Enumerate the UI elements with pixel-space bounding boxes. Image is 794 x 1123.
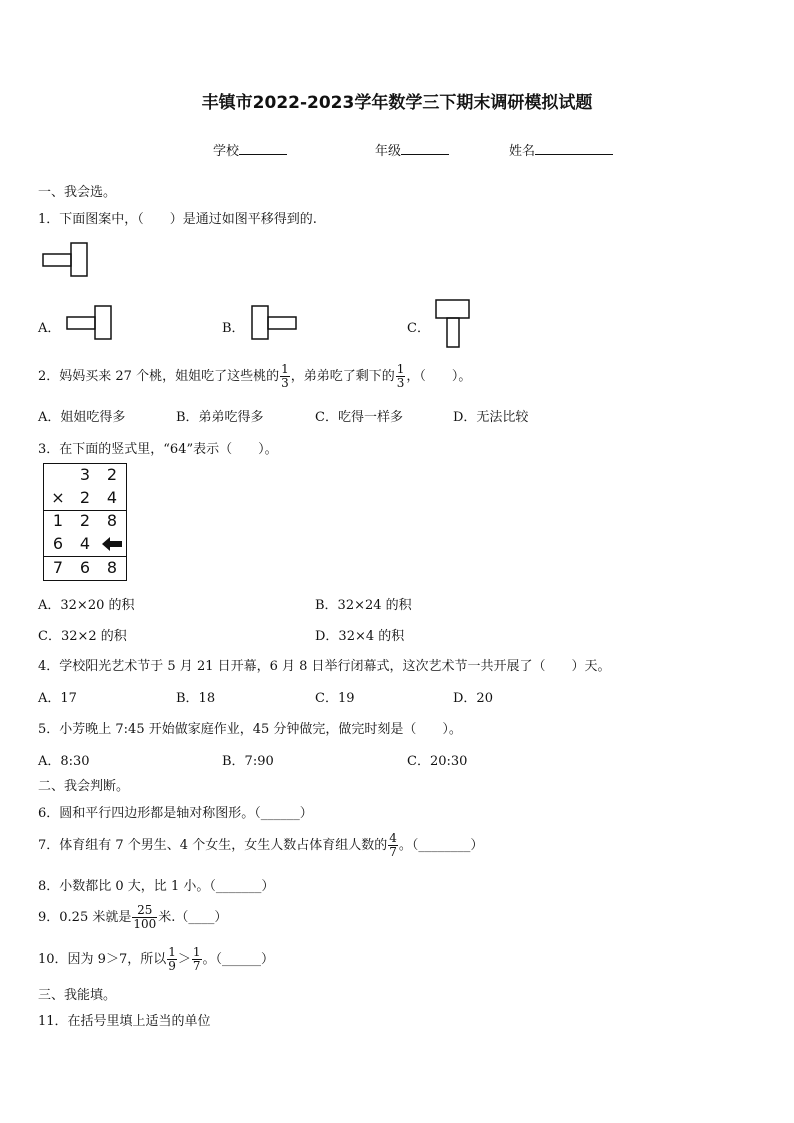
vrow-3: 1 2 8 — [52, 511, 118, 530]
q3-option-b[interactable]: B．32×24 的积 — [315, 598, 412, 613]
name-field — [509, 140, 613, 159]
q2-fraction-2: $\frac{1}{3}$ — [396, 362, 405, 390]
q2-part1: 2．妈妈买来 27 个桃，姐姐吃了这些桃的 — [38, 369, 280, 384]
school-field — [213, 140, 287, 159]
q10-greater-sign: ＞ — [177, 952, 191, 967]
question-3-text: 3．在下面的竖式里，“64”表示（ ）。 — [38, 442, 278, 457]
vertical-multiplication — [43, 463, 127, 581]
q9-fraction: $\frac{25}{100}$ — [133, 903, 157, 931]
question-1-text: 1．下面图案中，（ ）是通过如图平移得到的. — [38, 212, 317, 227]
section-heading-3: 三、我能填。 — [38, 988, 117, 1003]
q5-option-a[interactable]: A．8:30 — [38, 754, 90, 769]
q3-option-a[interactable]: A．32×20 的积 — [38, 598, 135, 613]
section-heading-1: 一、我会选。 — [38, 185, 117, 200]
q1-option-b-label[interactable]: B． — [222, 321, 245, 336]
question-9-text[interactable] — [38, 898, 227, 938]
q2-option-a[interactable]: A．姐姐吃得多 — [38, 410, 126, 425]
q4-option-c[interactable]: C．19 — [315, 691, 355, 706]
q1-option-c-shape[interactable] — [433, 298, 473, 350]
left-arrow-icon — [102, 537, 124, 551]
grade-label: 年级 — [375, 144, 402, 159]
q4-option-b[interactable]: B．18 — [176, 691, 216, 706]
q7-part2: 。（________） — [398, 838, 484, 853]
question-4-text: 4．学校阳光艺术节于 5 月 21 日开幕，6 月 8 日举行闭幕式，这次艺术节一共开展了（ ）天。 — [38, 659, 611, 674]
q10-part1: 10．因为 9＞7，所以 — [38, 952, 167, 967]
q10-part2: 。（______） — [202, 952, 275, 967]
question-8-text[interactable]: 8．小数都比 0 大，比 1 小。（_______） — [38, 879, 275, 894]
q2-part2: ，弟弟吃了剩下的 — [290, 369, 395, 384]
school-label: 学校 — [213, 144, 240, 159]
q5-option-c[interactable]: C．20:30 — [407, 754, 468, 769]
q1-option-c-label[interactable]: C． — [407, 321, 430, 336]
grade-blank[interactable] — [401, 142, 449, 155]
q3-option-c[interactable]: C．32×2 的积 — [38, 629, 127, 644]
question-5-text: 5．小芳晚上 7:45 开始做家庭作业，45 分钟做完，做完时刻是（ ）。 — [38, 722, 462, 737]
q2-option-c[interactable]: C．吃得一样多 — [315, 410, 403, 425]
vrow-4: 6 4 — [44, 533, 126, 556]
question-7-text[interactable] — [38, 826, 483, 866]
vrow-1: 3 2 — [79, 465, 118, 484]
q2-option-d[interactable]: D．无法比较 — [453, 410, 529, 425]
q7-fraction: $\frac{4}{7}$ — [389, 831, 397, 859]
q1-option-b-shape[interactable] — [250, 305, 302, 341]
q2-option-b[interactable]: B．弟弟吃得多 — [176, 410, 264, 425]
vrow-5: 7 6 8 — [52, 558, 118, 577]
school-blank[interactable] — [239, 142, 287, 155]
vrow-2: × 2 4 — [51, 488, 118, 507]
q1-option-a-label[interactable]: A． — [38, 321, 61, 336]
question-6-text[interactable]: 6．圆和平行四边形都是轴对称图形。（______） — [38, 806, 313, 821]
question-11-text: 11．在括号里填上适当的单位 — [38, 1014, 211, 1029]
q9-part1: 9．0.25 米就是 — [38, 910, 132, 925]
page-title: 丰镇市2022-2023学年数学三下期末调研模拟试题 — [201, 93, 593, 113]
q1-reference-shape — [40, 242, 92, 278]
q4-option-d[interactable]: D．20 — [453, 691, 493, 706]
q2-part3: ，（ ）。 — [406, 369, 472, 384]
q9-part2: 米.（____） — [158, 910, 228, 925]
q7-part1: 7．体育组有 7 个男生、4 个女生，女生人数占体育组人数的 — [38, 838, 388, 853]
section-heading-2: 二、我会判断。 — [38, 779, 130, 794]
question-10-text[interactable] — [38, 940, 274, 980]
q1-option-a-shape[interactable] — [65, 305, 117, 341]
q10-fraction-2: $\frac{1}{7}$ — [192, 945, 201, 973]
name-blank[interactable] — [535, 142, 613, 155]
question-2-text — [38, 357, 471, 397]
q2-fraction-1: $\frac{1}{3}$ — [281, 362, 289, 390]
q5-option-b[interactable]: B．7:90 — [222, 754, 274, 769]
q10-fraction-1: $\frac{1}{9}$ — [168, 945, 176, 973]
name-label: 姓名 — [509, 144, 536, 159]
q4-option-a[interactable]: A．17 — [38, 691, 77, 706]
q3-option-d[interactable]: D．32×4 的积 — [315, 629, 405, 644]
grade-field — [375, 140, 449, 159]
